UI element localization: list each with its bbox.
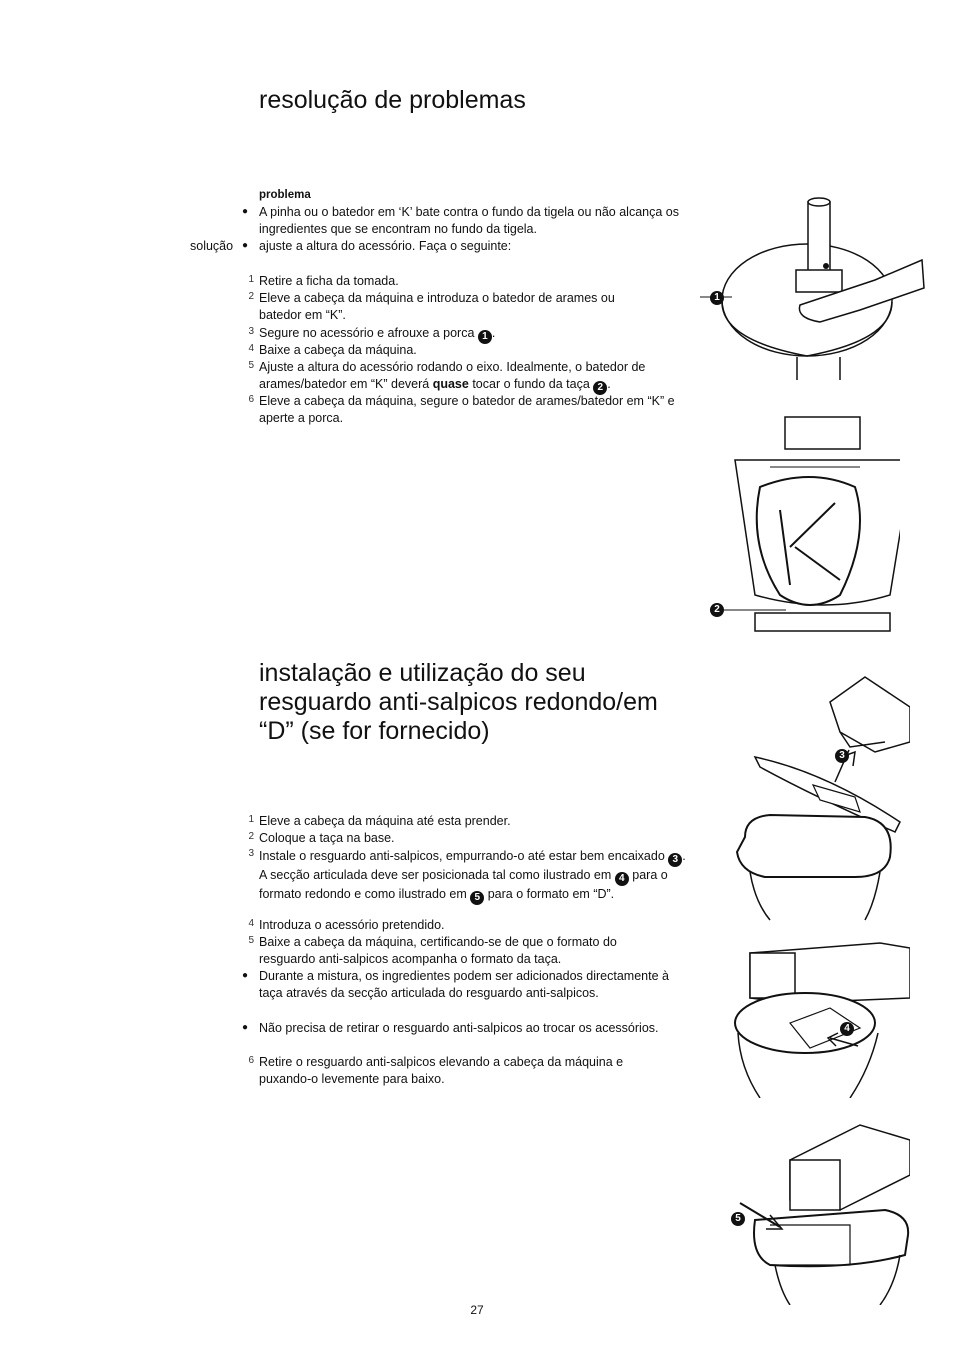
callout-2: 2 — [710, 603, 724, 617]
step-number: 6 — [248, 1055, 254, 1066]
step-text: Baixe a cabeça da máquina. — [259, 343, 417, 357]
step-number: 5 — [248, 360, 254, 371]
callout-ref: 3 — [668, 853, 682, 867]
step-number: 4 — [248, 343, 254, 354]
callout-ref: 2 — [593, 381, 607, 395]
bullet-text: Durante a mistura, os ingredientes podem ser adicionados directamente à taça através da secção articulada do resguardo anti-salpicos. — [259, 969, 669, 1001]
solution-text: ajuste a altura do acessório. Faça o seguinte: — [259, 239, 512, 253]
step-number: 6 — [248, 394, 254, 405]
step-number: 2 — [248, 291, 254, 302]
problem-heading: problema — [259, 189, 311, 201]
callout-3: 3 — [835, 749, 849, 763]
step-text: Introduza o acessório pretendido. — [259, 918, 445, 932]
step-number: 5 — [248, 935, 254, 946]
nut-wrench-illustration — [700, 190, 930, 390]
step-number: 3 — [248, 848, 254, 859]
step-text: Eleve a cabeça da máquina, segure o batedor de arames/batedor em “K” e aperte a porca. — [259, 394, 675, 426]
step-number: 4 — [248, 918, 254, 929]
bullet: ● — [242, 240, 249, 251]
step-text: Retire o resguardo anti-salpicos elevando a cabeça da máquina e puxando-o levemente para baixo. — [259, 1055, 624, 1087]
step-text: Coloque a taça na base. — [259, 831, 395, 845]
section-title-splashguard-l2: resguardo anti-salpicos redondo/em — [259, 688, 658, 716]
splashguard-d-illustration — [730, 1115, 910, 1305]
section-title-splashguard-l1: instalação e utilização do seu — [259, 659, 586, 687]
step-text: Retire a ficha da tomada. — [259, 274, 399, 288]
callout-4: 4 — [840, 1022, 854, 1036]
callout-ref: 1 — [478, 330, 492, 344]
step-text: Instale o resguardo anti-salpicos, empurrando-o até estar bem encaixado 3 . A secção articulada deve ser posicionada tal como ilustrado em 4 para o formato redondo e como ilustrado em 5 para o formato em “D”. — [259, 849, 686, 903]
section-title-troubleshooting: resolução de problemas — [259, 86, 526, 114]
step-text: Ajuste a altura do acessório rodando o eixo. Idealmente, o batedor de arames/batedor em “K” deverá quase tocar o fundo da taça 2 . — [259, 360, 646, 394]
callout-5: 5 — [731, 1212, 745, 1226]
bullet: ● — [242, 1022, 249, 1033]
step-number: 3 — [248, 326, 254, 337]
section-title-splashguard-l3: “D” (se for fornecido) — [259, 717, 490, 745]
bullet: ● — [242, 206, 249, 217]
step-number: 1 — [248, 274, 254, 285]
step-text: Baixe a cabeça da máquina, certificando-se de que o formato do resguardo anti-salpicos acompanha o formato da taça. — [259, 935, 617, 967]
solution-label: solução — [190, 239, 234, 253]
splashguard-round-illustration — [730, 938, 910, 1098]
callout-ref: 5 — [470, 891, 484, 905]
callout-ref: 4 — [615, 872, 629, 886]
page-number: 27 — [470, 1303, 484, 1317]
bullet: ● — [242, 970, 249, 981]
k-beater-bowl-illustration — [720, 415, 900, 645]
step-text: Eleve a cabeça da máquina e introduza o batedor de arames ou batedor em “K”. — [259, 291, 615, 323]
step-text: Segure no acessório e afrouxe a porca 1 . — [259, 326, 496, 342]
splashguard-fitting-illustration — [725, 672, 910, 922]
bullet-text: Não precisa de retirar o resguardo anti-salpicos ao trocar os acessórios. — [259, 1021, 659, 1035]
step-text: Eleve a cabeça da máquina até esta prender. — [259, 814, 511, 828]
callout-1: 1 — [710, 291, 724, 305]
problem-text: A pinha ou o batedor em ‘K’ bate contra o fundo da tigela ou não alcança os ingredientes que se encontram no fundo da tigela. — [259, 205, 679, 237]
step-number: 2 — [248, 831, 254, 842]
step-number: 1 — [248, 814, 254, 825]
